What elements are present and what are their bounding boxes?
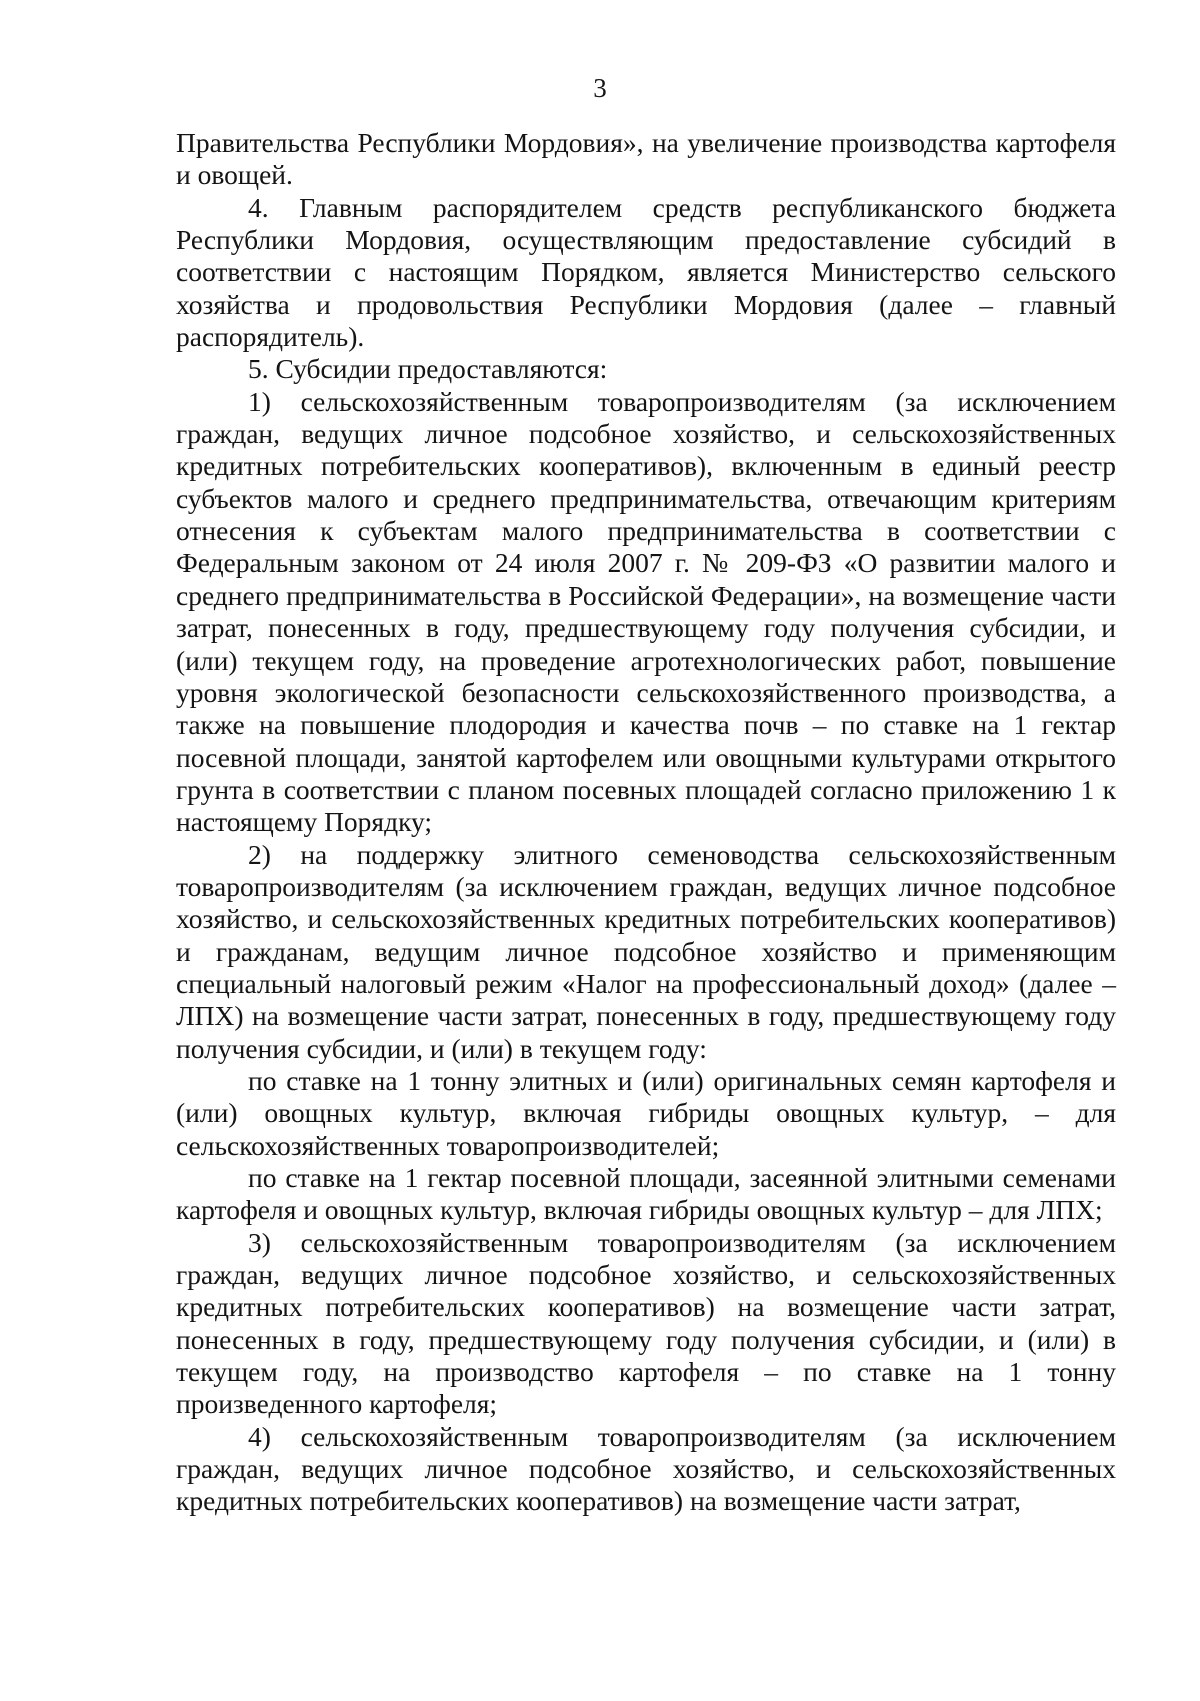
paragraph-subitem-3: 3) сельскохозяйственным товаропроизводителям (за исключением граждан, ведущих личное подсобное хозяйство, и сельскохозяйственных кредитных потребительских кооперативов) на возмещение части затрат, понесенных в году, предшествующему году получения субсидии, и (или) в текущем году, на производство картофеля – по ставке на 1 тонну произведенного картофеля; xyxy=(176,1226,1116,1420)
paragraph-subitem-1: 1) сельскохозяйственным товаропроизводителям (за исключением граждан, ведущих личное подсобное хозяйство, и сельскохозяйственных кредитных потребительских кооперативов), включенным в единый реестр субъектов малого и среднего предпринимательства, отвечающим критериям отнесения к субъектам малого предпринимательства в соответствии с Федеральным законом от 24 июля 2007 г. № 209-ФЗ «О развитии малого и среднего предпринимательства в Российской Федерации», на возмещение части затрат, понесенных в году, предшествующему году получения субсидии, и (или) текущем году, на проведение агротехнологических работ, повышение уровня экологической безопасности сельскохозяйственного производства, а также на повышение плодородия и качества почв – по ставке на 1 гектар посевной площади, занятой картофелем или овощными культурами открытого грунта в соответствии с планом посевных площадей согласно приложению 1 к настоящему Порядку; xyxy=(176,385,1116,838)
paragraph-continuation: Правительства Республики Мордовия», на увеличение производства картофеля и овощей. xyxy=(176,127,1116,191)
paragraph-item-5: 5. Субсидии предоставляются: xyxy=(248,353,608,385)
page-number: 3 xyxy=(593,73,607,103)
paragraph-subitem-4: 4) сельскохозяйственным товаропроизводителям (за исключением граждан, ведущих личное подсобное хозяйство, и сельскохозяйственных кредитных потребительских кооперативов) на возмещение части затрат, xyxy=(176,1420,1116,1517)
paragraph-rate-area: по ставке на 1 гектар посевной площади, засеянной элитными семенами картофеля и овощных культур, включая гибриды овощных культур – для ЛПХ; xyxy=(176,1162,1116,1226)
paragraph-item-4: 4. Главным распорядителем средств республиканского бюджета Республики Мордовия, осуществляющим предоставление субсидий в соответствии с настоящим Порядком, является Министерство сельского хозяйства и продовольствия Республики Мордовия (далее – главный распорядитель). xyxy=(176,191,1116,353)
paragraph-subitem-2: 2) на поддержку элитного семеноводства сельскохозяйственным товаропроизводителям (за исключением граждан, ведущих личное подсобное хозяйство, и сельскохозяйственных кредитных потребительских кооперативов) и гражданам, ведущим личное подсобное хозяйство и применяющим специальный налоговый режим «Налог на профессиональный доход» (далее – ЛПХ) на возмещение части затрат, понесенных в году, предшествующему году получения субсидии, и (или) в текущем году: xyxy=(176,838,1116,1064)
paragraph-rate-seeds: по ставке на 1 тонну элитных и (или) оригинальных семян картофеля и (или) овощных культур, включая гибриды овощных культур, – для сельскохозяйственных товаропроизводителей; xyxy=(176,1064,1116,1161)
document-body xyxy=(176,127,1116,1518)
